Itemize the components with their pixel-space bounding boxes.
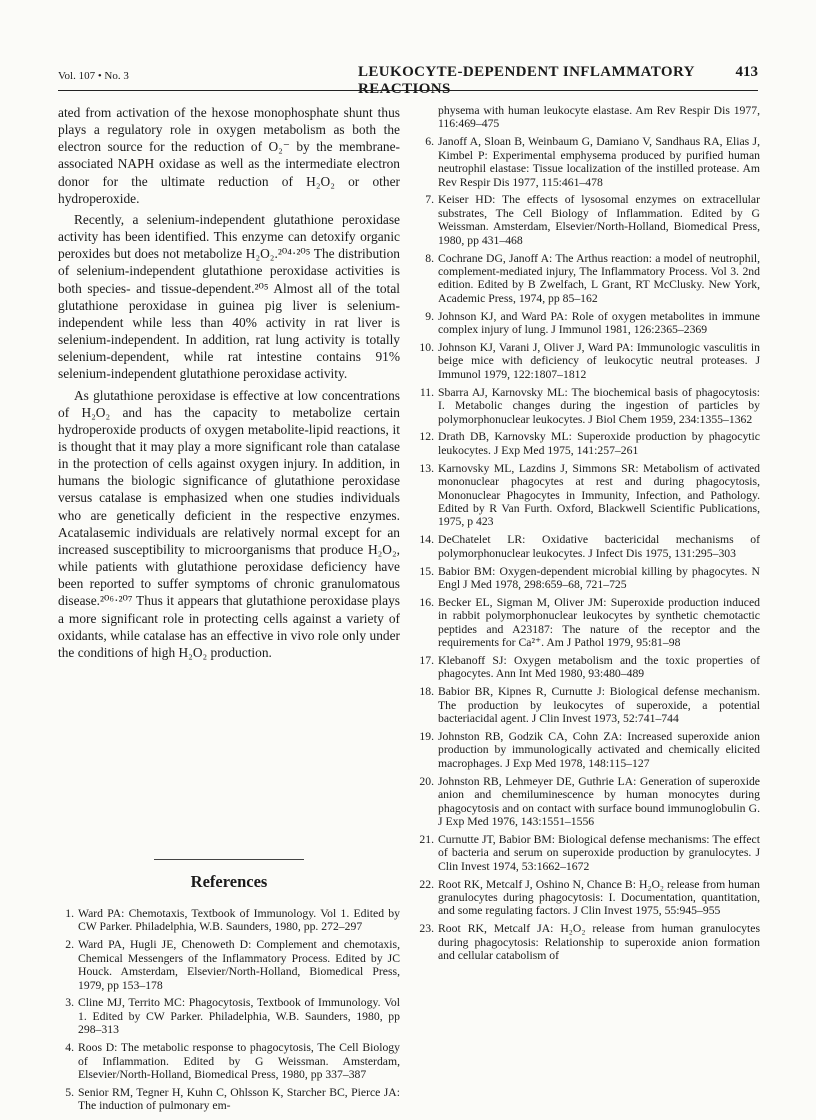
reference-text: Senior RM, Tegner H, Kuhn C, Ohlsson K, Starcher BC, Pierce JA: The induction of pulmonary em- — [78, 1085, 400, 1113]
reference-item — [418, 462, 760, 529]
reference-item — [58, 996, 400, 1036]
body-paragraph: Recently, a selenium-independent glutathione peroxidase activity has been identified. This enzyme can detoxify organic peroxides but does not metabolize H₂O₂.²⁰⁴·²⁰⁵ The distribution of selenium-independent glutathione peroxidase activities is both species- and tissue-dependent.²⁰⁵ Almost all of the total glutathione peroxidase in guinea pig liver is selenium-independent while less than 40% activity in rat liver is selenium-independent. In addition, rat lung activity is totally selenium-dependent, while rat intestine contains 91% selenium-independent glutathione peroxidase activity. — [58, 211, 400, 382]
reference-item — [418, 193, 760, 247]
header-rule — [58, 90, 758, 91]
reference-text: Cline MJ, Territo MC: Phagocytosis, Textbook of Immunology. Vol 1. Edited by CW Parker. Philadelphia, W.B. Saunders, 1980, pp 298–313 — [78, 996, 400, 1037]
reference-number: 7. — [425, 193, 434, 207]
reference-number: 10. — [419, 341, 434, 354]
reference-item — [418, 596, 760, 650]
reference-item — [58, 1041, 400, 1081]
reference-item — [418, 654, 760, 681]
reference-number: 6. — [425, 135, 434, 149]
reference-item — [418, 430, 760, 457]
reference-number: 23. — [419, 922, 434, 936]
references-right-column — [418, 104, 760, 967]
reference-item — [418, 685, 760, 725]
reference-text: Johnson KJ, and Ward PA: Role of oxygen metabolites in immune complex injury of lung. J Immunol 1981, 126:2365–2369 — [438, 309, 760, 337]
reference-number: 18. — [419, 685, 434, 699]
reference-text: Karnovsky ML, Lazdins J, Simmons SR: Metabolism of activated mononuclear phagocytes at rest and during phagocytosis, Mononuclear Phagocytes in Immunity, Infection, and Pathology. Edited by R Van Furth. Oxford, Blackwell Scientific Publications, 1975, p 423 — [438, 461, 760, 529]
reference-item — [418, 252, 760, 306]
reference-item — [418, 386, 760, 426]
references-heading-block — [58, 859, 400, 892]
reference-item — [58, 938, 400, 992]
reference-text: Cochrane DG, Janoff A: The Arthus reaction: a model of neutrophil, complement-mediated injury, The Inflammatory Process. Vol 3. 2nd edition. Edited by B Zwelfach, L Grant, RT McClusky. New York, Academic Press, 1974, pp 85–162 — [438, 251, 760, 305]
reference-text: Ward PA: Chemotaxis, Textbook of Immunology. Vol 1. Edited by CW Parker. Philadelphia, W.B. Saunders, 1980, pp. 272–297 — [78, 907, 400, 934]
reference-text: Keiser HD: The effects of lysosomal enzymes on extracellular substrates, The Cell Biology of Inflammation. Edited by G Weissman. Amsterdam, Elsevier/North-Holland, Biomedical Press, 1980, pp 431–468 — [438, 193, 760, 247]
reference-item — [418, 730, 760, 770]
reference-item — [418, 565, 760, 592]
reference-number: 16. — [419, 595, 434, 609]
body-paragraph: As glutathione peroxidase is effective at low concentrations of H₂O₂ and has the capacity to metabolize certain hydroperoxide products of oxygen metabolite-lipid reactions, it is thought that it may play a more significant role than catalase in the protection of cells against oxygen injury. In addition, in humans the biologic significance of glutathione peroxidase versus catalase is emphasized when one studies individuals who are genetically deficient in the respective enzymes. Acatalasemic individuals are relatively normal except for an increased susceptibility to microorganisms that produce H₂O₂, while patients with glutathione peroxidase deficiency have been reported to suffer symptoms of chronic granulomatous disease.²⁰⁶·²⁰⁷ Thus it appears that glutathione peroxidase plays a more significant role in protecting cells against a variety of oxidants, while catalase has an effective in vivo role only under the conditions of high H₂O₂ production. — [58, 387, 400, 660]
body-text-column — [58, 104, 400, 665]
reference-number: 13. — [419, 461, 434, 475]
reference-text: Babior BM: Oxygen-dependent microbial killing by phagocytes. N Engl J Med 1978, 298:659–68, 721–725 — [438, 564, 760, 591]
reference-continuation: physema with human leukocyte elastase. Am Rev Respir Dis 1977, 116:469–475 — [438, 104, 760, 131]
reference-item — [418, 135, 760, 189]
reference-number: 12. — [419, 430, 434, 444]
reference-text: Janoff A, Sloan B, Weinbaum G, Damiano V, Sandhaus RA, Elias J, Kimbel P: Experimental emphysema produced by purified human neutrophil elastase: Tissue localization of the instilled protease. Am Rev Respir Dis 1977, 115:461–478 — [438, 135, 760, 189]
reference-text: Johnston RB, Lehmeyer DE, Guthrie LA: Generation of superoxide anion and chemiluminescence by human monocytes during phagocytosis and on contact with surface bound immunoglobulin G. J Exp Med 1976, 143:1551–1556 — [438, 774, 760, 828]
references-heading: References — [190, 872, 268, 891]
volume-label: Vol. 107 • No. 3 — [58, 70, 129, 82]
page-header — [58, 64, 758, 97]
reference-number: 17. — [419, 654, 434, 668]
reference-number: 20. — [419, 774, 434, 788]
reference-number: 9. — [425, 309, 434, 323]
reference-text: DeChatelet LR: Oxidative bactericidal mechanisms of polymorphonuclear leukocytes. J Infect Dis 1975, 131:295–303 — [438, 533, 760, 560]
reference-text: Root RK, Metcalf J, Oshino N, Chance B: H₂O₂ release from human granulocytes during phagocytosis: I. Documentation, quantitation, and some regulating factors. J Clin Invest 1975, 55:945–955 — [438, 877, 760, 918]
reference-item — [418, 533, 760, 560]
reference-item — [418, 310, 760, 337]
reference-text: Root RK, Metcalf JA: H₂O₂ release from human granulocytes during phagocytosis: Relationship to superoxide anion formation and cellular catabolism of — [438, 922, 760, 963]
section-divider — [154, 859, 304, 860]
reference-number: 2. — [65, 938, 74, 952]
reference-text: Drath DB, Karnovsky ML: Superoxide production by phagocytic leukocytes. J Exp Med 1975, 141:257–261 — [438, 430, 760, 457]
reference-number: 5. — [65, 1085, 74, 1099]
reference-text: Babior BR, Kipnes R, Curnutte J: Biological defense mechanism. The production by leukocytes of superoxide, a potential bacteriacidal agent. J Clin Invest 1973, 52:741–744 — [438, 685, 760, 726]
reference-item — [418, 922, 760, 962]
reference-text: Ward PA, Hugli JE, Chenoweth D: Complement and chemotaxis, Chemical Messengers of the Inflammatory Process. Edited by JC Houck. Amsterdam, Elsevier/North-Holland, Biomedical Press, 1979, pp 153–178 — [78, 938, 400, 992]
reference-text: Roos D: The metabolic response to phagocytosis, The Cell Biology of Inflammation. Edited by G Weissman. Amsterdam, Elsevier/North-Holland, Biomedical Press, 1980, pp 337–387 — [78, 1041, 400, 1081]
reference-number: 1. — [65, 907, 74, 920]
reference-item — [58, 907, 400, 934]
reference-number: 22. — [419, 877, 434, 891]
reference-item — [418, 833, 760, 873]
reference-text: Curnutte JT, Babior BM: Biological defense mechanisms: The effect of bacteria and serum on superoxide production by granulocytes. J Clin Invest 1974, 53:1662–1672 — [438, 832, 760, 873]
reference-number: 8. — [425, 251, 434, 265]
reference-text: Johnston RB, Godzik CA, Cohn ZA: Increased superoxide anion production by immunologically activated and chemically elicited macrophages. J Exp Med 1978, 148:115–127 — [438, 730, 760, 770]
reference-text: Johnson KJ, Varani J, Oliver J, Ward PA: Immunologic vasculitis in beige mice with deficiency of leukocytic neutral proteases. J Immunol 1979, 122:1807–1812 — [438, 341, 760, 381]
reference-text: Klebanoff SJ: Oxygen metabolism and the toxic properties of phagocytes. Ann Int Med 1980, 93:480–489 — [438, 654, 760, 681]
reference-item — [418, 341, 760, 381]
reference-number: 15. — [419, 564, 434, 578]
reference-number: 14. — [419, 533, 434, 547]
reference-text: Sbarra AJ, Karnovsky ML: The biochemical basis of phagocytosis: I. Metabolic changes during the ingestion of particles by polymorphonuclear leukocytes. J Biol Chem 1959, 234:1355–1362 — [438, 385, 760, 426]
reference-item — [418, 878, 760, 918]
references-left-column — [58, 907, 400, 1117]
reference-number: 4. — [65, 1041, 74, 1055]
reference-number: 3. — [65, 996, 74, 1010]
reference-number: 21. — [419, 832, 434, 846]
running-title: LEUKOCYTE-DEPENDENT INFLAMMATORY REACTIONS — [358, 64, 695, 97]
reference-item — [58, 1086, 400, 1113]
reference-number: 19. — [419, 730, 434, 744]
reference-number: 11. — [419, 385, 434, 399]
reference-text: Becker EL, Sigman M, Oliver JM: Superoxide production induced in rabbit polymorphonuclear leukocytes by synthetic chemotactic peptides and A23187: The nature of the receptor and the requirements for Ca²⁺. Am J Pathol 1979, 95:81–98 — [438, 595, 760, 650]
reference-item — [418, 775, 760, 829]
page-number: 413 — [735, 64, 758, 80]
body-paragraph: ated from activation of the hexose monophosphate shunt thus plays a regulatory role in oxygen metabolism as both the electron source for the reduction of O₂⁻ by the membrane-associated NAPH oxidase as well as the intermediate electron donor for the ultimate reduction of H₂O₂ or other hydroperoxide. — [58, 105, 400, 206]
